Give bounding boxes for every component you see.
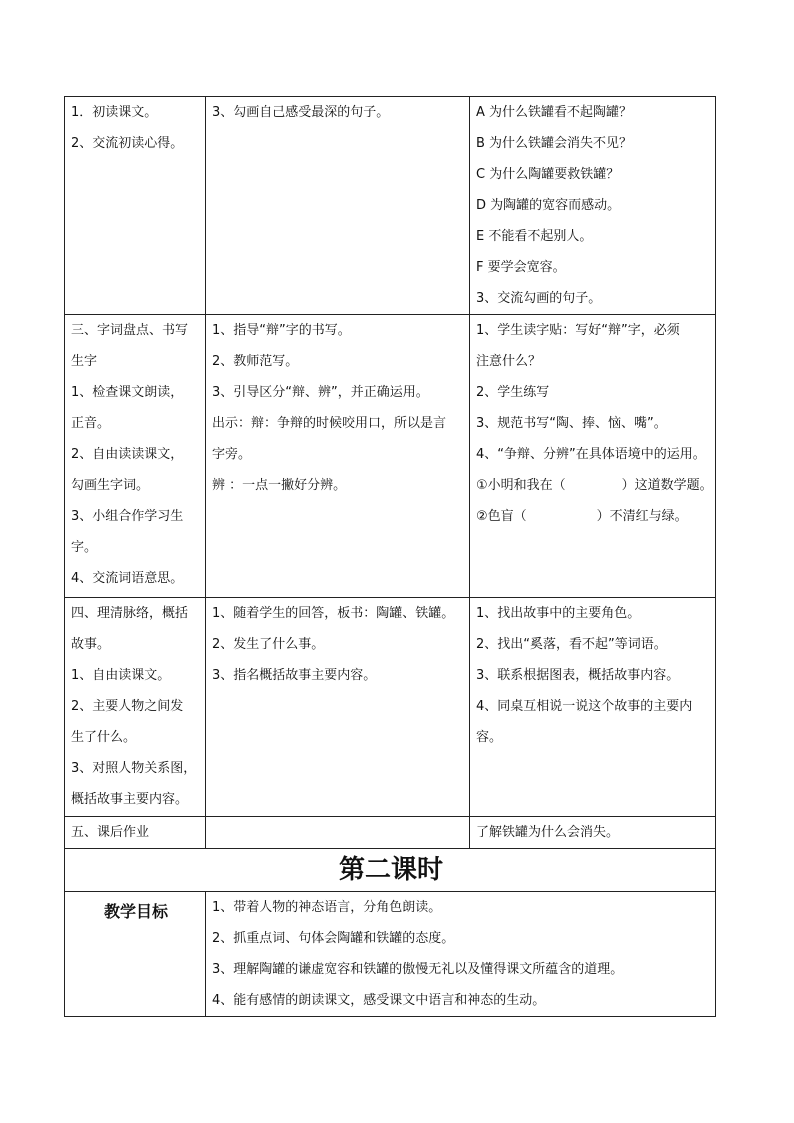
question-text: ①小明和我在（ bbox=[476, 478, 566, 493]
text-line: 勾画生字词。 bbox=[71, 478, 150, 493]
text-line: 1、找出故事中的主要角色。 bbox=[476, 606, 641, 621]
activity-cell bbox=[65, 598, 206, 817]
text-line: 故事。 bbox=[71, 637, 111, 652]
text-line: 3、勾画自己感受最深的句子。 bbox=[212, 105, 390, 120]
fill-blank-question bbox=[476, 470, 711, 501]
text-line: 3、交流勾画的句子。 bbox=[476, 291, 602, 306]
text-line: 2、学生练写 bbox=[476, 385, 550, 400]
text-line: 生了什么。 bbox=[71, 730, 137, 745]
activity-cell bbox=[65, 817, 206, 849]
lesson-plan-table bbox=[64, 96, 716, 1017]
text-line: F 要学会宽容。 bbox=[476, 260, 566, 275]
text-line: B 为什么铁罐会消失不见？ bbox=[476, 136, 633, 151]
student-cell bbox=[470, 315, 716, 598]
text-line: 2、主要人物之间发 bbox=[71, 699, 184, 714]
goals-label-cell bbox=[65, 892, 206, 1017]
student-cell bbox=[470, 817, 716, 849]
teacher-cell bbox=[206, 315, 470, 598]
text-line: 注意什么？ bbox=[476, 354, 542, 369]
goals-label: 教学目标 bbox=[103, 902, 168, 921]
table-row bbox=[65, 97, 716, 315]
text-line: 概括故事主要内容。 bbox=[71, 792, 189, 807]
goal-item: 2、抓重点词、句体会陶罐和铁罐的态度。 bbox=[212, 931, 455, 946]
text-line: 1、指导“辩”字的书写。 bbox=[212, 323, 351, 338]
text-line: 生字 bbox=[71, 354, 98, 369]
text-line: 字。 bbox=[71, 540, 98, 555]
text-line: 字旁。 bbox=[212, 447, 252, 462]
text-line: 4、交流词语意思。 bbox=[71, 571, 184, 586]
text-line: 3、引导区分“辩、辨”，并正确运用。 bbox=[212, 385, 429, 400]
text-line: 四、理清脉络，概括 bbox=[71, 606, 189, 621]
goals-content-cell bbox=[206, 892, 716, 1017]
text-line: 2、教师范写。 bbox=[212, 354, 299, 369]
text-line: C 为什么陶罐要救铁罐？ bbox=[476, 167, 620, 182]
question-text: ②色盲（ bbox=[476, 509, 527, 524]
text-line: 出示：辩：争辩的时候咬用口，所以是言 bbox=[212, 416, 447, 431]
text-line: 3、指名概括故事主要内容。 bbox=[212, 668, 377, 683]
text-line: 五、课后作业 bbox=[71, 825, 150, 840]
table-row bbox=[65, 817, 716, 849]
table-row bbox=[65, 315, 716, 598]
goal-item: 4、能有感情的朗读课文，感受课文中语言和神态的生动。 bbox=[212, 993, 546, 1008]
text-line: 3、对照人物关系图， bbox=[71, 761, 197, 776]
text-line: 4、同桌互相说一说这个故事的主要内 bbox=[476, 699, 693, 714]
student-cell bbox=[470, 598, 716, 817]
text-line: 2、交流初读心得。 bbox=[71, 136, 184, 151]
text-line: 3、联系根据图表，概括故事内容。 bbox=[476, 668, 680, 683]
teacher-cell bbox=[206, 598, 470, 817]
text-line: 了解铁罐为什么会消失。 bbox=[476, 825, 620, 840]
text-line: 正音。 bbox=[71, 416, 111, 431]
text-line: 1、学生读字贴：写好“辩”字，必须 bbox=[476, 323, 680, 338]
text-line: 1、自由读课文。 bbox=[71, 668, 171, 683]
question-text: ）不清红与绿。 bbox=[596, 509, 688, 524]
activity-cell bbox=[65, 315, 206, 598]
goal-item: 1、带着人物的神态语言，分角色朗读。 bbox=[212, 900, 442, 915]
question-text: ）这道数学题。 bbox=[621, 478, 713, 493]
text-line: E 不能看不起别人。 bbox=[476, 229, 593, 244]
table-row bbox=[65, 598, 716, 817]
activity-cell bbox=[65, 97, 206, 315]
text-line: 三、字词盘点、书写 bbox=[71, 323, 189, 338]
text-line: 2、发生了什么事。 bbox=[212, 637, 325, 652]
text-line: A 为什么铁罐看不起陶罐？ bbox=[476, 105, 633, 120]
text-line: D 为陶罐的宽容而感动。 bbox=[476, 198, 621, 213]
goal-item: 3、理解陶罐的谦虚宽容和铁罐的傲慢无礼以及懂得课文所蕴含的道理。 bbox=[212, 962, 624, 977]
text-line: 1．初读课文。 bbox=[71, 105, 158, 120]
text-line: 3、小组合作学习生 bbox=[71, 509, 184, 524]
text-line: 1、随着学生的回答，板书：陶罐、铁罐。 bbox=[212, 606, 455, 621]
text-line: 3、规范书写“陶、捧、恼、嘴”。 bbox=[476, 416, 667, 431]
text-line: 4、“争辩、分辨”在具体语境中的运用。 bbox=[476, 447, 706, 462]
section-header-row bbox=[65, 849, 716, 892]
text-line: 2、自由读读课文， bbox=[71, 447, 184, 462]
student-cell bbox=[470, 97, 716, 315]
teacher-cell bbox=[206, 97, 470, 315]
text-line: 2、找出“奚落，看不起”等词语。 bbox=[476, 637, 667, 652]
text-line: 1、检查课文朗读， bbox=[71, 385, 184, 400]
section-title: 第二课时 bbox=[65, 849, 716, 892]
text-line: 容。 bbox=[476, 730, 503, 745]
teacher-cell bbox=[206, 817, 470, 849]
text-line: 辨 ：一点一撇好分辨。 bbox=[212, 478, 347, 493]
goals-row bbox=[65, 892, 716, 1017]
fill-blank-question bbox=[476, 501, 711, 532]
